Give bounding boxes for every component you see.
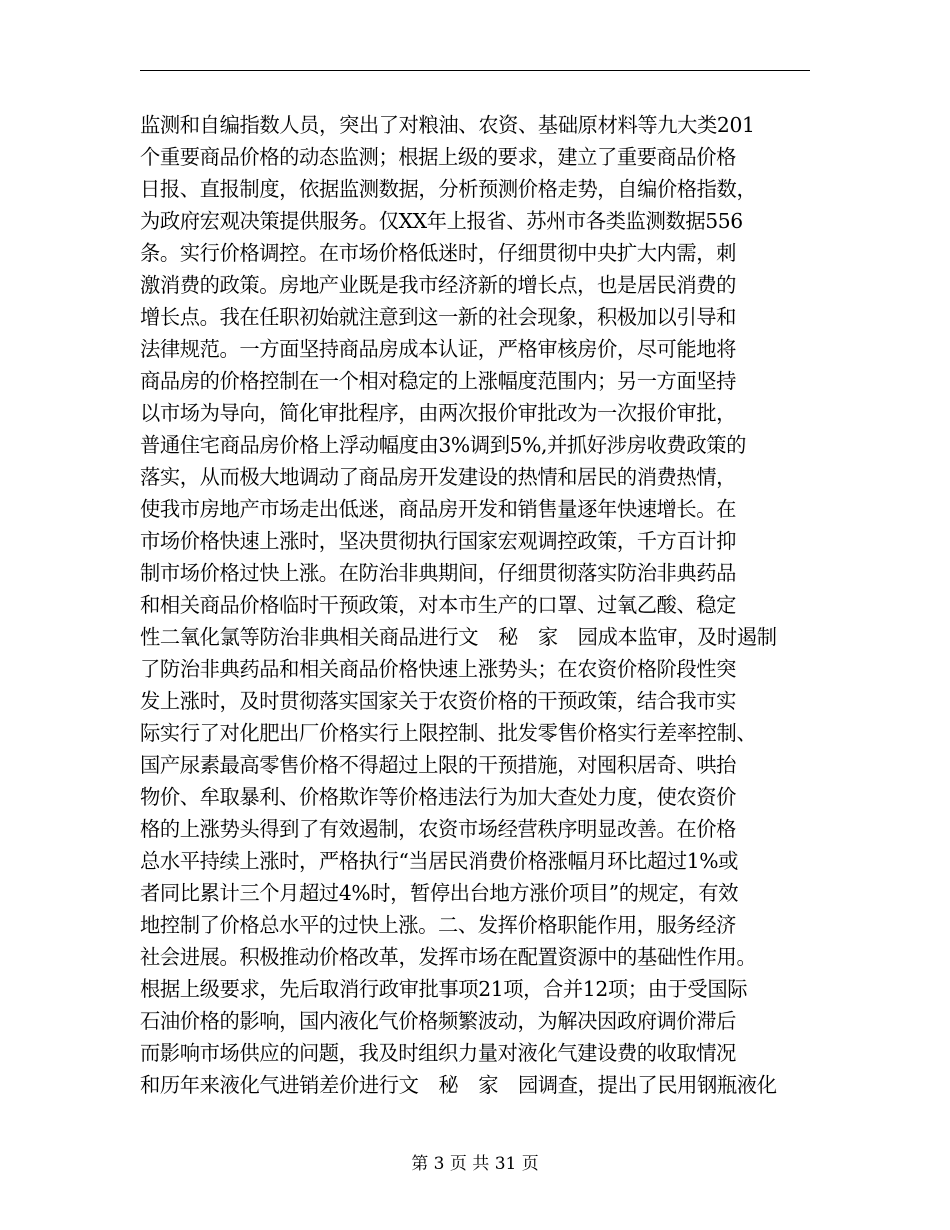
body-text xyxy=(140,109,820,1101)
text-line: 石油价格的影响，国内液化气价格频繁波动，为解决因政府调价滞后 xyxy=(140,1009,737,1033)
text-line: 落实，从而极大地调动了商品房开发建设的热情和居民的消费热情， xyxy=(140,465,737,489)
text-line: 监测和自编指数人员，突出了对粮油、农资、基础原材料等九大类201 xyxy=(140,113,755,137)
text-line: 地控制了价格总水平的过快上涨。二、发挥价格职能作用，服务经济 xyxy=(140,913,737,937)
text-line: 了防治非典药品和相关商品价格快速上涨势头；在农资价格阶段性突 xyxy=(140,657,737,681)
text-line: 商品房的价格控制在一个相对稳定的上涨幅度范围内；另一方面坚持 xyxy=(140,369,737,393)
text-line: 个重要商品价格的动态监测；根据上级的要求，建立了重要商品价格 xyxy=(140,145,737,169)
text-line: 增长点。我在任职初始就注意到这一新的社会现象，积极加以引导和 xyxy=(140,305,737,329)
text-line: 激消费的政策。房地产业既是我市经济新的增长点，也是居民消费的 xyxy=(140,273,737,297)
page-footer: 第 3 页 共 31 页 xyxy=(411,1154,539,1174)
text-line: 使我市房地产市场走出低迷，商品房开发和销售量逐年快速增长。在 xyxy=(140,497,737,521)
text-line: 性二氧化氯等防治非典相关商品进行文 秘 家 园成本监审，及时遏制 xyxy=(140,625,777,649)
text-line: 发上涨时，及时贯彻落实国家关于农资价格的干预政策，结合我市实 xyxy=(140,689,737,713)
text-line: 以市场为导向，简化审批程序，由两次报价审批改为一次报价审批， xyxy=(140,401,737,425)
text-line: 社会进展。积极推动价格改革，发挥市场在配置资源中的基础性作用。 xyxy=(140,945,757,969)
text-line: 日报、直报制度，依据监测数据，分析预测价格走势，自编价格指数， xyxy=(140,177,757,201)
text-line: 市场价格快速上涨时，坚决贯彻执行国家宏观调控政策，千方百计抑 xyxy=(140,529,737,553)
text-line: 和历年来液化气进销差价进行文 秘 家 园调查，提出了民用钢瓶液化 xyxy=(140,1073,777,1097)
header-rule xyxy=(140,70,810,71)
text-line: 和相关商品价格临时干预政策，对本市生产的口罩、过氧乙酸、稳定 xyxy=(140,593,737,617)
text-line: 而影响市场供应的问题，我及时组织力量对液化气建设费的收取情况 xyxy=(140,1041,737,1065)
text-line: 条。实行价格调控。在市场价格低迷时，仔细贯彻中央扩大内需，刺 xyxy=(140,241,737,265)
text-line: 为政府宏观决策提供服务。仅XX年上报省、苏州市各类监测数据556 xyxy=(140,209,743,233)
text-line: 根据上级要求，先后取消行政审批事项21项，合并12项；由于受国际 xyxy=(140,977,748,1001)
text-line: 格的上涨势头得到了有效遏制，农资市场经营秩序明显改善。在价格 xyxy=(140,817,737,841)
text-line: 物价、牟取暴利、价格欺诈等价格违法行为加大查处力度，使农资价 xyxy=(140,785,737,809)
text-line: 普通住宅商品房价格上浮动幅度由3%调到5%,并抓好涉房收费政策的 xyxy=(140,433,747,457)
text-line: 者同比累计三个月超过4%时，暂停出台地方涨价项目”的规定，有效 xyxy=(140,881,739,905)
text-line: 总水平持续上涨时，严格执行“当居民消费价格涨幅月环比超过1%或 xyxy=(140,849,739,873)
text-line: 际实行了对化肥出厂价格实行上限控制、批发零售价格实行差率控制、 xyxy=(140,721,757,745)
text-line: 国产尿素最高零售价格不得超过上限的干预措施，对囤积居奇、哄抬 xyxy=(140,753,737,777)
text-line: 法律规范。一方面坚持商品房成本认证，严格审核房价，尽可能地将 xyxy=(140,337,737,361)
text-line: 制市场价格过快上涨。在防治非典期间，仔细贯彻落实防治非典药品 xyxy=(140,561,737,585)
